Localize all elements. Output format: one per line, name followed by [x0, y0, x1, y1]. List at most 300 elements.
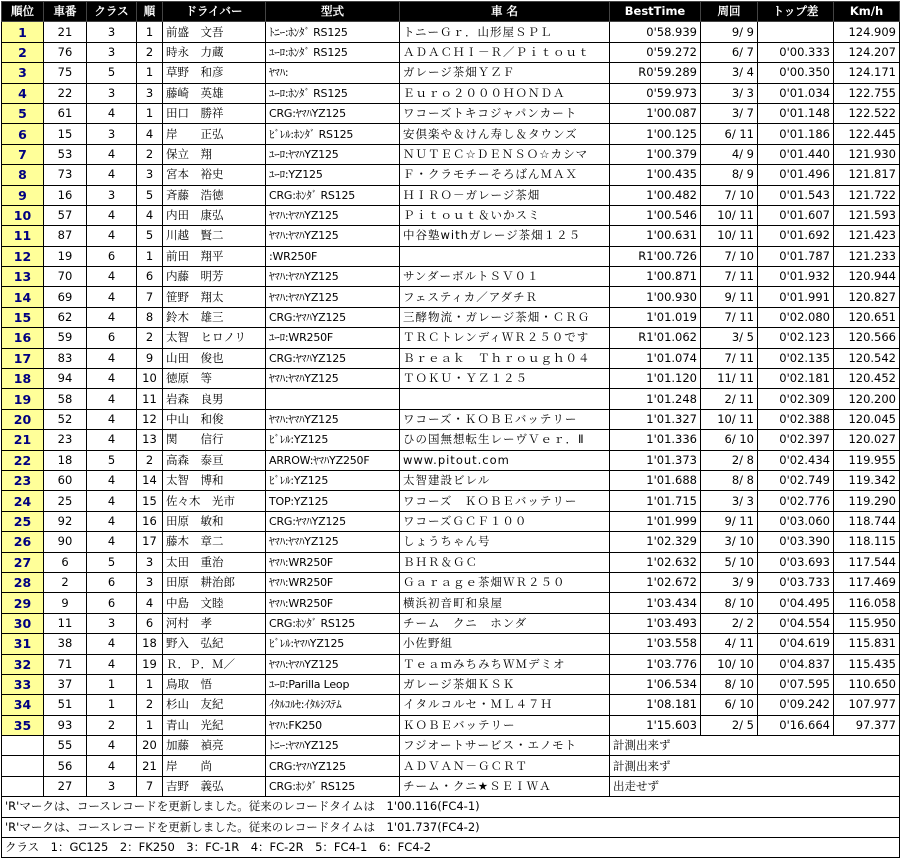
class-order-cell: 2: [137, 695, 163, 715]
laps-cell: 6/ 11: [701, 124, 758, 144]
car-number-cell: 83: [44, 348, 87, 368]
car-name-cell: イタルコルセ・ＭＬ４７Ｈ: [400, 695, 610, 715]
class-cell: 4: [87, 634, 137, 654]
position-cell: [2, 736, 44, 756]
speed-cell: 120.944: [834, 267, 900, 287]
model-cell: CRG:ﾔﾏﾊYZ125: [266, 103, 400, 123]
model-cell: [266, 389, 400, 409]
driver-cell: 時永 力蔵: [163, 42, 266, 62]
driver-cell: 笹野 翔太: [163, 287, 266, 307]
car-name-cell: [400, 246, 610, 266]
speed-cell: 118.744: [834, 511, 900, 531]
model-cell: ﾋﾞﾚﾙ:YZ125: [266, 430, 400, 450]
model-cell: ﾕｰﾛ:ﾎﾝﾀﾞ RS125: [266, 42, 400, 62]
car-name-cell: ＮＵＴＥＣ☆ＤＥＮＳＯ☆カシマ: [400, 144, 610, 164]
driver-cell: 関 信行: [163, 430, 266, 450]
best-time-cell: 1'01.120: [610, 369, 701, 389]
model-cell: ﾔﾏﾊ:: [266, 63, 400, 83]
laps-cell: 10/ 11: [701, 205, 758, 225]
col-header-car-name: 車 名: [400, 2, 610, 22]
gap-cell: 0'01.496: [758, 165, 834, 185]
model-cell: CRG:ﾔﾏﾊYZ125: [266, 756, 400, 776]
driver-cell: 内田 康弘: [163, 205, 266, 225]
laps-cell: 3/ 10: [701, 532, 758, 552]
class-cell: 1: [87, 695, 137, 715]
dnf-body: [2, 736, 900, 797]
class-order-cell: 3: [137, 165, 163, 185]
class-cell: 4: [87, 267, 137, 287]
laps-cell: 6/ 10: [701, 430, 758, 450]
col-header-speed: Km/h: [834, 2, 900, 22]
class-cell: 3: [87, 83, 137, 103]
car-name-cell: 小佐野組: [400, 634, 610, 654]
class-cell: 4: [87, 103, 137, 123]
position-cell: 17: [2, 348, 44, 368]
speed-cell: 119.342: [834, 470, 900, 490]
car-number-cell: 38: [44, 634, 87, 654]
car-number-cell: 90: [44, 532, 87, 552]
driver-cell: 中山 和俊: [163, 409, 266, 429]
driver-cell: 田口 勝祥: [163, 103, 266, 123]
car-number-cell: 73: [44, 165, 87, 185]
model-cell: ﾔﾏﾊ:ﾔﾏﾊYZ125: [266, 226, 400, 246]
laps-cell: 10/ 11: [701, 409, 758, 429]
model-cell: ﾔﾏﾊ:ﾔﾏﾊYZ125: [266, 654, 400, 674]
car-number-cell: 37: [44, 674, 87, 694]
class-order-cell: 4: [137, 205, 163, 225]
speed-cell: 120.827: [834, 287, 900, 307]
model-cell: CRG:ﾎﾝﾀﾞ RS125: [266, 185, 400, 205]
class-cell: 4: [87, 736, 137, 756]
position-cell: 22: [2, 450, 44, 470]
table-row: [2, 450, 900, 470]
gap-cell: 0'09.242: [758, 695, 834, 715]
best-time-cell: R1'01.062: [610, 328, 701, 348]
best-time-cell: 1'08.181: [610, 695, 701, 715]
car-name-cell: Ｂｒｅａｋ Ｔｈｒｏｕｇｈ０４: [400, 348, 610, 368]
car-number-cell: 6: [44, 552, 87, 572]
driver-cell: 保立 翔: [163, 144, 266, 164]
gap-cell: 0'01.543: [758, 185, 834, 205]
driver-cell: 佐々木 光市: [163, 491, 266, 511]
speed-cell: 97.377: [834, 715, 900, 735]
results-body: [2, 22, 900, 736]
driver-cell: 藤崎 英雄: [163, 83, 266, 103]
position-cell: 32: [2, 654, 44, 674]
position-cell: 28: [2, 572, 44, 592]
gap-cell: 0'02.080: [758, 307, 834, 327]
car-name-cell: ＫＯＢＥバッテリー: [400, 715, 610, 735]
car-number-cell: 27: [44, 776, 87, 796]
table-row: [2, 634, 900, 654]
position-cell: 7: [2, 144, 44, 164]
gap-cell: 0'02.135: [758, 348, 834, 368]
gap-cell: 0'04.554: [758, 613, 834, 633]
driver-cell: 太智 博和: [163, 470, 266, 490]
best-time-cell: 0'59.272: [610, 42, 701, 62]
driver-cell: 宮本 裕史: [163, 165, 266, 185]
best-time-cell: R0'59.289: [610, 63, 701, 83]
col-header-position: 順位: [2, 2, 44, 22]
speed-cell: 122.522: [834, 103, 900, 123]
gap-cell: 0'04.837: [758, 654, 834, 674]
class-cell: 6: [87, 328, 137, 348]
position-cell: 4: [2, 83, 44, 103]
car-number-cell: 62: [44, 307, 87, 327]
class-cell: 4: [87, 470, 137, 490]
car-name-cell: ＴＯＫＵ・ＹＺ１２５: [400, 369, 610, 389]
driver-cell: 太智 ヒロノリ: [163, 328, 266, 348]
col-header-gap: トップ差: [758, 2, 834, 22]
laps-cell: 7/ 11: [701, 307, 758, 327]
table-row: [2, 674, 900, 694]
table-row: [2, 715, 900, 735]
driver-cell: 前田 翔平: [163, 246, 266, 266]
car-number-cell: 52: [44, 409, 87, 429]
position-cell: 18: [2, 369, 44, 389]
position-cell: 8: [2, 165, 44, 185]
class-order-cell: 5: [137, 185, 163, 205]
table-row: [2, 328, 900, 348]
gap-cell: 0'01.186: [758, 124, 834, 144]
model-cell: ﾕｰﾛ:ﾎﾝﾀﾞ RS125: [266, 83, 400, 103]
note-row: [2, 797, 900, 817]
car-number-cell: 53: [44, 144, 87, 164]
position-cell: 13: [2, 267, 44, 287]
model-cell: ﾔﾏﾊ:ﾔﾏﾊYZ125: [266, 205, 400, 225]
best-time-cell: 1'06.534: [610, 674, 701, 694]
table-row: [2, 593, 900, 613]
col-header-laps: 周回: [701, 2, 758, 22]
notes-body: [2, 797, 900, 858]
col-header-class-order: 順: [137, 2, 163, 22]
class-order-cell: 14: [137, 470, 163, 490]
position-cell: 15: [2, 307, 44, 327]
car-name-cell: Ｇａｒａｇｅ茶畑ＷＲ２５０: [400, 572, 610, 592]
best-time-cell: 0'58.939: [610, 22, 701, 42]
car-name-cell: ＢＨＲ＆ＧＣ: [400, 552, 610, 572]
note-row: [2, 817, 900, 837]
laps-cell: 11/ 11: [701, 369, 758, 389]
class-cell: 6: [87, 572, 137, 592]
model-cell: ﾔﾏﾊ:WR250F: [266, 552, 400, 572]
model-cell: ﾔﾏﾊ:WR250F: [266, 593, 400, 613]
laps-cell: 9/ 11: [701, 511, 758, 531]
laps-cell: 8/ 10: [701, 674, 758, 694]
class-order-cell: 6: [137, 613, 163, 633]
best-time-cell: R1'00.726: [610, 246, 701, 266]
table-row: [2, 144, 900, 164]
best-time-cell: 1'03.434: [610, 593, 701, 613]
class-cell: 4: [87, 409, 137, 429]
laps-cell: 7/ 11: [701, 267, 758, 287]
table-row: [2, 348, 900, 368]
class-cell: 4: [87, 165, 137, 185]
car-number-cell: 22: [44, 83, 87, 103]
table-row: [2, 124, 900, 144]
car-number-cell: 57: [44, 205, 87, 225]
best-time-cell: 1'01.688: [610, 470, 701, 490]
gap-cell: 0'02.776: [758, 491, 834, 511]
class-cell: 4: [87, 532, 137, 552]
best-time-cell: 1'01.019: [610, 307, 701, 327]
class-cell: 3: [87, 776, 137, 796]
model-cell: CRG:ﾎﾝﾀﾞ RS125: [266, 613, 400, 633]
status-cell: 計測出来ず: [610, 756, 900, 776]
class-order-cell: 15: [137, 491, 163, 511]
model-cell: :WR250F: [266, 246, 400, 266]
gap-cell: 0'01.607: [758, 205, 834, 225]
best-time-cell: 1'00.482: [610, 185, 701, 205]
best-time-cell: 1'02.632: [610, 552, 701, 572]
driver-cell: 野入 弘紀: [163, 634, 266, 654]
model-cell: CRG:ﾔﾏﾊYZ125: [266, 511, 400, 531]
table-row: [2, 430, 900, 450]
model-cell: ﾔﾏﾊ:WR250F: [266, 572, 400, 592]
best-time-cell: 1'03.776: [610, 654, 701, 674]
gap-cell: 0'16.664: [758, 715, 834, 735]
driver-cell: Ｒ．Ｐ．Ｍ／: [163, 654, 266, 674]
gap-cell: 0'04.495: [758, 593, 834, 613]
car-number-cell: 19: [44, 246, 87, 266]
best-time-cell: 0'59.973: [610, 83, 701, 103]
position-cell: 1: [2, 22, 44, 42]
laps-cell: 5/ 10: [701, 552, 758, 572]
position-cell: 12: [2, 246, 44, 266]
model-cell: ﾕｰﾛ:ﾔﾏﾊYZ125: [266, 144, 400, 164]
laps-cell: 2/ 5: [701, 715, 758, 735]
class-cell: 4: [87, 348, 137, 368]
driver-cell: 河村 孝: [163, 613, 266, 633]
model-cell: ﾋﾞﾚﾙ:YZ125: [266, 470, 400, 490]
gap-cell: 0'01.787: [758, 246, 834, 266]
driver-cell: 田原 敏和: [163, 511, 266, 531]
driver-cell: 杉山 友紀: [163, 695, 266, 715]
table-row: [2, 83, 900, 103]
driver-cell: 鈴木 雄三: [163, 307, 266, 327]
note-row: [2, 838, 900, 858]
class-order-cell: 9: [137, 348, 163, 368]
car-name-cell: 太智建設ビレル: [400, 470, 610, 490]
class-order-cell: 21: [137, 756, 163, 776]
class-order-cell: 13: [137, 430, 163, 450]
class-cell: 4: [87, 756, 137, 776]
class-cell: 4: [87, 491, 137, 511]
gap-cell: 0'02.181: [758, 369, 834, 389]
class-order-cell: 1: [137, 22, 163, 42]
car-number-cell: 58: [44, 389, 87, 409]
laps-cell: 3/ 7: [701, 103, 758, 123]
laps-cell: 2/ 8: [701, 450, 758, 470]
model-cell: ﾋﾞﾚﾙ:ﾎﾝﾀﾞ RS125: [266, 124, 400, 144]
class-cell: 5: [87, 450, 137, 470]
position-cell: 20: [2, 409, 44, 429]
class-cell: 4: [87, 226, 137, 246]
car-number-cell: 94: [44, 369, 87, 389]
table-row: [2, 491, 900, 511]
driver-cell: 岸 正弘: [163, 124, 266, 144]
class-cell: 3: [87, 613, 137, 633]
laps-cell: 4/ 11: [701, 634, 758, 654]
class-order-cell: 2: [137, 450, 163, 470]
laps-cell: 7/ 11: [701, 348, 758, 368]
position-cell: 23: [2, 470, 44, 490]
class-cell: 4: [87, 430, 137, 450]
car-name-cell: フェスティカ／アダチＲ: [400, 287, 610, 307]
class-cell: 5: [87, 63, 137, 83]
class-order-cell: 3: [137, 572, 163, 592]
car-name-cell: ワコーズＧＣＦ１００: [400, 511, 610, 531]
car-name-cell: ＴｅａｍみちみちＷＭデミオ: [400, 654, 610, 674]
class-order-cell: 1: [137, 674, 163, 694]
record-note-1: 'R'マークは、コースレコードを更新しました。従来のレコードタイムは 1'00.116(FC4-1): [2, 797, 900, 817]
record-note-2: 'R'マークは、コースレコードを更新しました。従来のレコードタイムは 1'01.737(FC4-2): [2, 817, 900, 837]
best-time-cell: 1'00.871: [610, 267, 701, 287]
table-row: [2, 756, 900, 776]
speed-cell: 107.977: [834, 695, 900, 715]
class-order-cell: 2: [137, 144, 163, 164]
best-time-cell: 1'00.435: [610, 165, 701, 185]
speed-cell: 121.233: [834, 246, 900, 266]
class-cell: 4: [87, 511, 137, 531]
gap-cell: 0'01.991: [758, 287, 834, 307]
model-cell: ﾔﾏﾊ:ﾔﾏﾊYZ125: [266, 532, 400, 552]
model-cell: CRG:ﾔﾏﾊYZ125: [266, 348, 400, 368]
speed-cell: 120.542: [834, 348, 900, 368]
model-cell: ﾕｰﾛ:YZ125: [266, 165, 400, 185]
class-cell: 5: [87, 552, 137, 572]
class-cell: 4: [87, 369, 137, 389]
class-order-cell: 1: [137, 63, 163, 83]
class-order-cell: 5: [137, 226, 163, 246]
best-time-cell: 1'00.125: [610, 124, 701, 144]
driver-cell: 青山 光紀: [163, 715, 266, 735]
car-number-cell: 61: [44, 103, 87, 123]
laps-cell: 2/ 2: [701, 613, 758, 633]
car-name-cell: サンダーボルトＳＶ０１: [400, 267, 610, 287]
laps-cell: 4/ 9: [701, 144, 758, 164]
class-cell: 4: [87, 654, 137, 674]
car-number-cell: 56: [44, 756, 87, 776]
col-header-class: クラス: [87, 2, 137, 22]
class-cell: 4: [87, 389, 137, 409]
car-name-cell: ガレージ茶畑ＹＺＦ: [400, 63, 610, 83]
driver-cell: 藤木 章二: [163, 532, 266, 552]
gap-cell: 0'02.397: [758, 430, 834, 450]
car-number-cell: 9: [44, 593, 87, 613]
position-cell: 11: [2, 226, 44, 246]
car-number-cell: 92: [44, 511, 87, 531]
table-row: [2, 736, 900, 756]
class-order-cell: 3: [137, 83, 163, 103]
best-time-cell: 1'01.715: [610, 491, 701, 511]
class-order-cell: 1: [137, 246, 163, 266]
speed-cell: 120.566: [834, 328, 900, 348]
table-row: [2, 613, 900, 633]
car-name-cell: しょうちゃん号: [400, 532, 610, 552]
table-row: [2, 695, 900, 715]
gap-cell: 0'02.434: [758, 450, 834, 470]
status-cell: 計測出来ず: [610, 736, 900, 756]
gap-cell: 0'04.619: [758, 634, 834, 654]
class-cell: 2: [87, 715, 137, 735]
laps-cell: 3/ 5: [701, 328, 758, 348]
speed-cell: 115.435: [834, 654, 900, 674]
table-row: [2, 470, 900, 490]
driver-cell: 徳原 等: [163, 369, 266, 389]
class-order-cell: 4: [137, 593, 163, 613]
gap-cell: 0'02.123: [758, 328, 834, 348]
best-time-cell: 1'00.546: [610, 205, 701, 225]
driver-cell: 加藤 禎亮: [163, 736, 266, 756]
table-row: [2, 103, 900, 123]
model-cell: TOP:YZ125: [266, 491, 400, 511]
speed-cell: 110.650: [834, 674, 900, 694]
best-time-cell: 1'15.603: [610, 715, 701, 735]
class-order-cell: 7: [137, 776, 163, 796]
col-header-driver: ドライバー: [163, 2, 266, 22]
car-number-cell: 21: [44, 22, 87, 42]
best-time-cell: 1'02.329: [610, 532, 701, 552]
class-order-cell: 2: [137, 328, 163, 348]
driver-cell: 岩森 良男: [163, 389, 266, 409]
best-time-cell: 1'00.087: [610, 103, 701, 123]
model-cell: ﾕｰﾛ:WR250F: [266, 328, 400, 348]
col-header-car-number: 車番: [44, 2, 87, 22]
car-name-cell: ワコーズトキコジャパンカート: [400, 103, 610, 123]
car-name-cell: ひの国無想転生レーヴＶｅｒ．Ⅱ: [400, 430, 610, 450]
gap-cell: 0'02.309: [758, 389, 834, 409]
position-cell: 3: [2, 63, 44, 83]
position-cell: 9: [2, 185, 44, 205]
position-cell: 30: [2, 613, 44, 633]
table-row: [2, 511, 900, 531]
class-order-cell: 2: [137, 42, 163, 62]
table-row: [2, 409, 900, 429]
class-order-cell: 1: [137, 715, 163, 735]
best-time-cell: 1'01.336: [610, 430, 701, 450]
status-cell: 出走せず: [610, 776, 900, 796]
position-cell: 16: [2, 328, 44, 348]
model-cell: ARROW:ﾔﾏﾊYZ250F: [266, 450, 400, 470]
class-cell: 4: [87, 307, 137, 327]
position-cell: 19: [2, 389, 44, 409]
model-cell: ﾄﾆｰ:ﾔﾏﾊYZ125: [266, 736, 400, 756]
car-number-cell: 76: [44, 42, 87, 62]
gap-cell: 0'01.148: [758, 103, 834, 123]
class-cell: 3: [87, 42, 137, 62]
table-row: [2, 389, 900, 409]
laps-cell: 3/ 3: [701, 83, 758, 103]
speed-cell: 117.469: [834, 572, 900, 592]
table-row: [2, 226, 900, 246]
class-cell: 4: [87, 144, 137, 164]
car-name-cell: ガレージ茶畑ＫＳＫ: [400, 674, 610, 694]
model-cell: CRG:ﾎﾝﾀﾞ RS125: [266, 776, 400, 796]
car-number-cell: 25: [44, 491, 87, 511]
speed-cell: 115.950: [834, 613, 900, 633]
position-cell: 24: [2, 491, 44, 511]
class-cell: 6: [87, 246, 137, 266]
car-name-cell: トニーＧｒ．山形屋ＳＰＬ: [400, 22, 610, 42]
driver-cell: 岸 尚: [163, 756, 266, 776]
class-order-cell: 6: [137, 267, 163, 287]
results-table: [1, 1, 900, 858]
best-time-cell: 1'01.074: [610, 348, 701, 368]
position-cell: 31: [2, 634, 44, 654]
position-cell: [2, 756, 44, 776]
class-order-cell: 11: [137, 389, 163, 409]
